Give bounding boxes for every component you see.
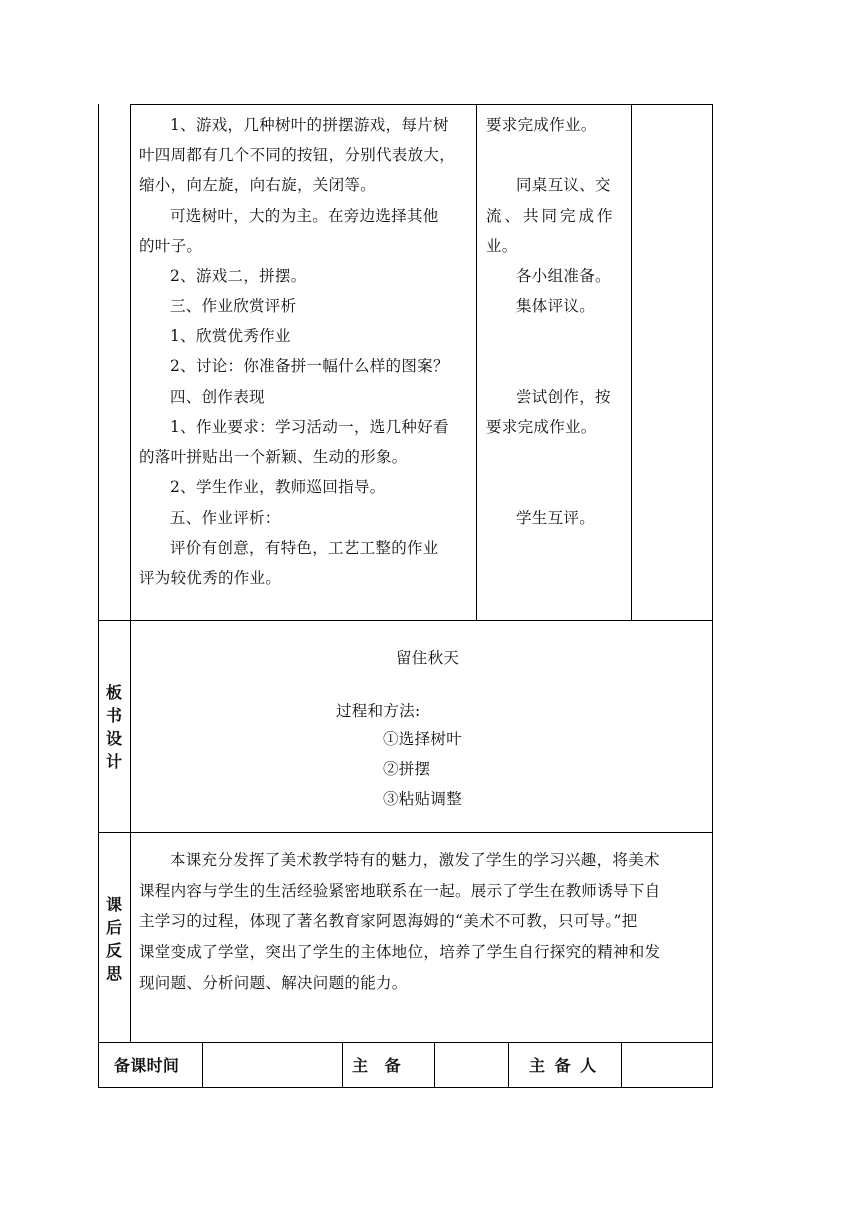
- teacher-line: 2、游戏二，拼摆。: [170, 267, 307, 285]
- row-divider-process-end: [98, 620, 713, 621]
- blackboard-step: ③粘贴调整: [383, 790, 463, 808]
- student-line: 各小组准备。: [516, 267, 611, 285]
- row-divider-board-end: [98, 832, 713, 833]
- blackboard-label-char: 计: [105, 752, 122, 771]
- row-divider-top: [130, 104, 713, 105]
- student-line: 要求完成作业。: [486, 418, 597, 436]
- teacher-line: 可选树叶，大的为主。在旁边选择其他: [170, 207, 439, 225]
- reflection-label-char: 反: [105, 941, 122, 960]
- teacher-line: 1、游戏，几种树叶的拼摆游戏，每片树: [170, 116, 449, 134]
- student-line: 学生互评。: [516, 509, 596, 527]
- blackboard-step: ②拼摆: [383, 760, 431, 778]
- teacher-line: 评为较优秀的作业。: [139, 569, 282, 587]
- footer-divider-5: [621, 1042, 622, 1088]
- teacher-line: 1、欣赏优秀作业: [170, 327, 291, 345]
- teacher-column-divider: [476, 104, 477, 621]
- blackboard-label-char: 设: [105, 729, 122, 748]
- student-line: 业。: [486, 237, 518, 255]
- teacher-line: 的叶子。: [139, 237, 203, 255]
- student-column-divider: [631, 104, 632, 621]
- teacher-line: 三、作业欣赏评析: [170, 297, 297, 315]
- teacher-line: 2、讨论：你准备拼一幅什么样的图案？: [170, 357, 449, 375]
- teacher-line: 五、作业评析：: [170, 509, 281, 527]
- reflection-line: 课程内容与学生的生活经验紧密地联系在一起。展示了学生在教师诱导下自: [139, 882, 661, 900]
- blackboard-title: 留住秋天: [396, 649, 460, 667]
- student-line: 要求完成作业。: [486, 116, 597, 134]
- main-prep-label: 主 备: [352, 1056, 401, 1075]
- blackboard-label-char: 书: [105, 706, 122, 725]
- reflection-label-char: 后: [105, 918, 122, 937]
- reflection-line: 本课充分发挥了美术教学特有的魅力，激发了学生的学习兴趣，将美术: [170, 851, 660, 869]
- blackboard-label: [104, 681, 124, 773]
- blackboard-label-char: 板: [105, 683, 122, 702]
- teacher-line: 1、作业要求：学习活动一，选几种好看: [170, 418, 449, 436]
- student-line: 同桌互议、交: [516, 176, 611, 194]
- teacher-line: 叶四周都有几个不同的按钮，分别代表放大，: [139, 146, 456, 164]
- footer-divider-1: [202, 1042, 203, 1088]
- teacher-line: 缩小，向左旋，向右旋，关闭等。: [139, 176, 377, 194]
- reflection-label-char: 思: [105, 964, 122, 983]
- footer-divider-3: [434, 1042, 435, 1088]
- teacher-line: 的落叶拼贴出一个新颖、生动的形象。: [139, 448, 408, 466]
- student-line: 流、共同完成作: [486, 207, 616, 225]
- table-right-border: [712, 104, 713, 1088]
- reflection-line: 课堂变成了学堂，突出了学生的主体地位，培养了学生自行探究的精神和发: [139, 943, 661, 961]
- blackboard-subtitle: 过程和方法:: [336, 702, 421, 720]
- reflection-label: [104, 893, 124, 985]
- label-column-divider: [130, 104, 131, 1042]
- student-line: 尝试创作，按: [516, 388, 611, 406]
- blackboard-step: ①选择树叶: [383, 730, 463, 748]
- prep-time-label: 备课时间: [114, 1056, 180, 1075]
- footer-divider-2: [342, 1042, 343, 1088]
- teacher-line: 四、创作表现: [170, 388, 265, 406]
- reflection-label-char: 课: [105, 895, 122, 914]
- table-left-border: [98, 104, 99, 1088]
- footer-divider-4: [508, 1042, 509, 1088]
- student-line: 集体评议。: [516, 297, 596, 315]
- main-preparer-label: 主 备 人: [529, 1056, 599, 1075]
- reflection-line: 主学习的过程，体现了著名教育家阿恩海姆的“美术不可教，只可导。”把: [139, 912, 638, 930]
- teacher-line: 评价有创意，有特色，工艺工整的作业: [170, 539, 439, 557]
- teacher-line: 2、学生作业，教师巡回指导。: [170, 478, 386, 496]
- reflection-line: 现问题、分析问题、解决问题的能力。: [139, 974, 408, 992]
